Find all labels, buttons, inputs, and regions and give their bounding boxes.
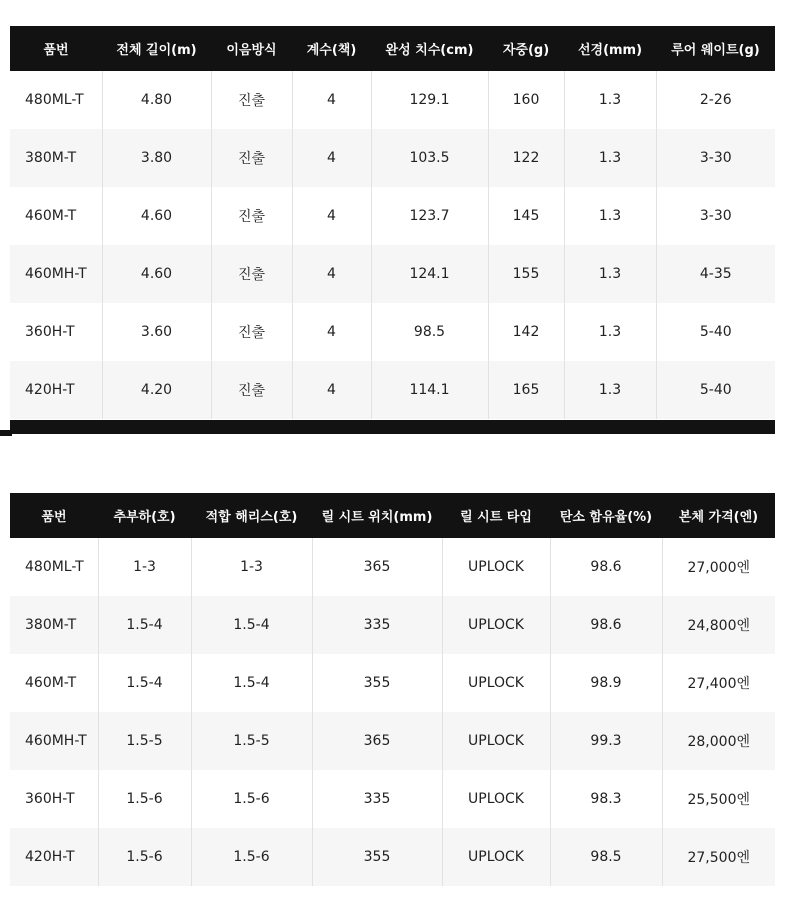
table-cell: 1.5-4 bbox=[191, 654, 312, 712]
header-cell: 이음방식 bbox=[211, 26, 292, 71]
spec-table-2 bbox=[10, 493, 775, 886]
table-body bbox=[10, 538, 775, 886]
table-cell: 3.60 bbox=[102, 303, 211, 361]
table-bottom-bar-stub bbox=[0, 430, 12, 436]
model-cell: 460M-T bbox=[10, 654, 98, 712]
table-cell: 진출 bbox=[211, 361, 292, 419]
table-cell: 98.5 bbox=[371, 303, 488, 361]
header-cell: 릴 시트 위치(mm) bbox=[312, 493, 442, 538]
table-cell: 4 bbox=[292, 129, 371, 187]
table-cell: 1-3 bbox=[191, 538, 312, 596]
table-cell: 365 bbox=[312, 538, 442, 596]
table-cell: 98.9 bbox=[550, 654, 662, 712]
table-cell: 27,400엔 bbox=[662, 654, 775, 712]
table-cell: 2-26 bbox=[656, 71, 775, 129]
table-cell: 5-40 bbox=[656, 303, 775, 361]
table-cell: 27,500엔 bbox=[662, 828, 775, 886]
table-cell: UPLOCK bbox=[442, 596, 550, 654]
table-cell: 355 bbox=[312, 654, 442, 712]
table-cell: 25,500엔 bbox=[662, 770, 775, 828]
table-cell: 1.5-4 bbox=[98, 654, 191, 712]
table-row bbox=[10, 361, 775, 419]
table-cell: 1.5-6 bbox=[191, 770, 312, 828]
table-row bbox=[10, 770, 775, 828]
table-cell: 1.3 bbox=[564, 71, 656, 129]
table-row bbox=[10, 71, 775, 129]
table-cell: 3-30 bbox=[656, 129, 775, 187]
table-cell: 122 bbox=[488, 129, 564, 187]
header-cell: 탄소 함유율(%) bbox=[550, 493, 662, 538]
table-cell: 335 bbox=[312, 596, 442, 654]
table-cell: 1.5-4 bbox=[191, 596, 312, 654]
table-cell: 3-30 bbox=[656, 187, 775, 245]
table-cell: 145 bbox=[488, 187, 564, 245]
table-body bbox=[10, 71, 775, 419]
table-cell: 1.5-4 bbox=[98, 596, 191, 654]
table-cell: 4-35 bbox=[656, 245, 775, 303]
table-cell: 3.80 bbox=[102, 129, 211, 187]
table-cell: UPLOCK bbox=[442, 770, 550, 828]
model-cell: 460MH-T bbox=[10, 712, 98, 770]
table-cell: 진출 bbox=[211, 303, 292, 361]
table-cell: 진출 bbox=[211, 187, 292, 245]
table-cell: 155 bbox=[488, 245, 564, 303]
table-cell: 103.5 bbox=[371, 129, 488, 187]
table-cell: 98.3 bbox=[550, 770, 662, 828]
table-cell: 4.60 bbox=[102, 245, 211, 303]
header-cell: 품번 bbox=[10, 493, 98, 538]
header-cell: 품번 bbox=[10, 26, 102, 71]
table-cell: 160 bbox=[488, 71, 564, 129]
table-cell: 365 bbox=[312, 712, 442, 770]
table-cell: 124.1 bbox=[371, 245, 488, 303]
model-cell: 420H-T bbox=[10, 828, 98, 886]
table-cell: 4 bbox=[292, 245, 371, 303]
table-cell: 진출 bbox=[211, 245, 292, 303]
table-cell: UPLOCK bbox=[442, 654, 550, 712]
table-cell: 4.20 bbox=[102, 361, 211, 419]
table-cell: 99.3 bbox=[550, 712, 662, 770]
model-cell: 380M-T bbox=[10, 596, 98, 654]
table-cell: 1-3 bbox=[98, 538, 191, 596]
table-cell: 1.3 bbox=[564, 187, 656, 245]
model-cell: 460M-T bbox=[10, 187, 102, 245]
table-cell: 355 bbox=[312, 828, 442, 886]
table-cell: 114.1 bbox=[371, 361, 488, 419]
table-cell: 진출 bbox=[211, 71, 292, 129]
table-row bbox=[10, 596, 775, 654]
table-cell: 123.7 bbox=[371, 187, 488, 245]
table-cell: 4.80 bbox=[102, 71, 211, 129]
header-cell: 적합 해리스(호) bbox=[191, 493, 312, 538]
table-cell: 98.6 bbox=[550, 596, 662, 654]
table-cell: 1.5-6 bbox=[98, 770, 191, 828]
table-cell: 1.5-6 bbox=[191, 828, 312, 886]
table-cell: 4 bbox=[292, 71, 371, 129]
table-cell: 1.5-6 bbox=[98, 828, 191, 886]
table-row bbox=[10, 245, 775, 303]
model-cell: 360H-T bbox=[10, 303, 102, 361]
header-cell: 루어 웨이트(g) bbox=[656, 26, 775, 71]
header-cell: 릴 시트 타입 bbox=[442, 493, 550, 538]
table-cell: 4 bbox=[292, 303, 371, 361]
table-cell: 1.5-5 bbox=[191, 712, 312, 770]
table-cell: 28,000엔 bbox=[662, 712, 775, 770]
table-cell: 27,000엔 bbox=[662, 538, 775, 596]
header-cell: 추부하(호) bbox=[98, 493, 191, 538]
model-cell: 480ML-T bbox=[10, 71, 102, 129]
table-cell: 1.5-5 bbox=[98, 712, 191, 770]
table-cell: 4 bbox=[292, 187, 371, 245]
model-cell: 360H-T bbox=[10, 770, 98, 828]
table-cell: 1.3 bbox=[564, 129, 656, 187]
header-cell: 자중(g) bbox=[488, 26, 564, 71]
header-cell: 선경(mm) bbox=[564, 26, 656, 71]
table-bottom-bar bbox=[10, 420, 775, 434]
table-row bbox=[10, 129, 775, 187]
table-cell: 4 bbox=[292, 361, 371, 419]
table-cell: 5-40 bbox=[656, 361, 775, 419]
header-cell: 완성 치수(cm) bbox=[371, 26, 488, 71]
table-cell: UPLOCK bbox=[442, 538, 550, 596]
spec-table-1 bbox=[10, 26, 775, 419]
model-cell: 420H-T bbox=[10, 361, 102, 419]
table-cell: 142 bbox=[488, 303, 564, 361]
table-cell: 129.1 bbox=[371, 71, 488, 129]
model-cell: 380M-T bbox=[10, 129, 102, 187]
table-row bbox=[10, 654, 775, 712]
header-cell: 계수(책) bbox=[292, 26, 371, 71]
table-row bbox=[10, 303, 775, 361]
table-cell: UPLOCK bbox=[442, 828, 550, 886]
header-cell: 본체 가격(엔) bbox=[662, 493, 775, 538]
table-cell: 98.5 bbox=[550, 828, 662, 886]
table-row bbox=[10, 828, 775, 886]
table-cell: 4.60 bbox=[102, 187, 211, 245]
table-cell: 1.3 bbox=[564, 361, 656, 419]
table-header-row bbox=[10, 26, 775, 71]
model-cell: 480ML-T bbox=[10, 538, 98, 596]
table-cell: 24,800엔 bbox=[662, 596, 775, 654]
table-cell: 1.3 bbox=[564, 245, 656, 303]
table-row bbox=[10, 712, 775, 770]
header-cell: 전체 길이(m) bbox=[102, 26, 211, 71]
table-cell: 98.6 bbox=[550, 538, 662, 596]
model-cell: 460MH-T bbox=[10, 245, 102, 303]
table-cell: 1.3 bbox=[564, 303, 656, 361]
table-cell: 165 bbox=[488, 361, 564, 419]
table-row bbox=[10, 538, 775, 596]
table-row bbox=[10, 187, 775, 245]
table-cell: 진출 bbox=[211, 129, 292, 187]
table-header-row bbox=[10, 493, 775, 538]
table-cell: 335 bbox=[312, 770, 442, 828]
table-cell: UPLOCK bbox=[442, 712, 550, 770]
